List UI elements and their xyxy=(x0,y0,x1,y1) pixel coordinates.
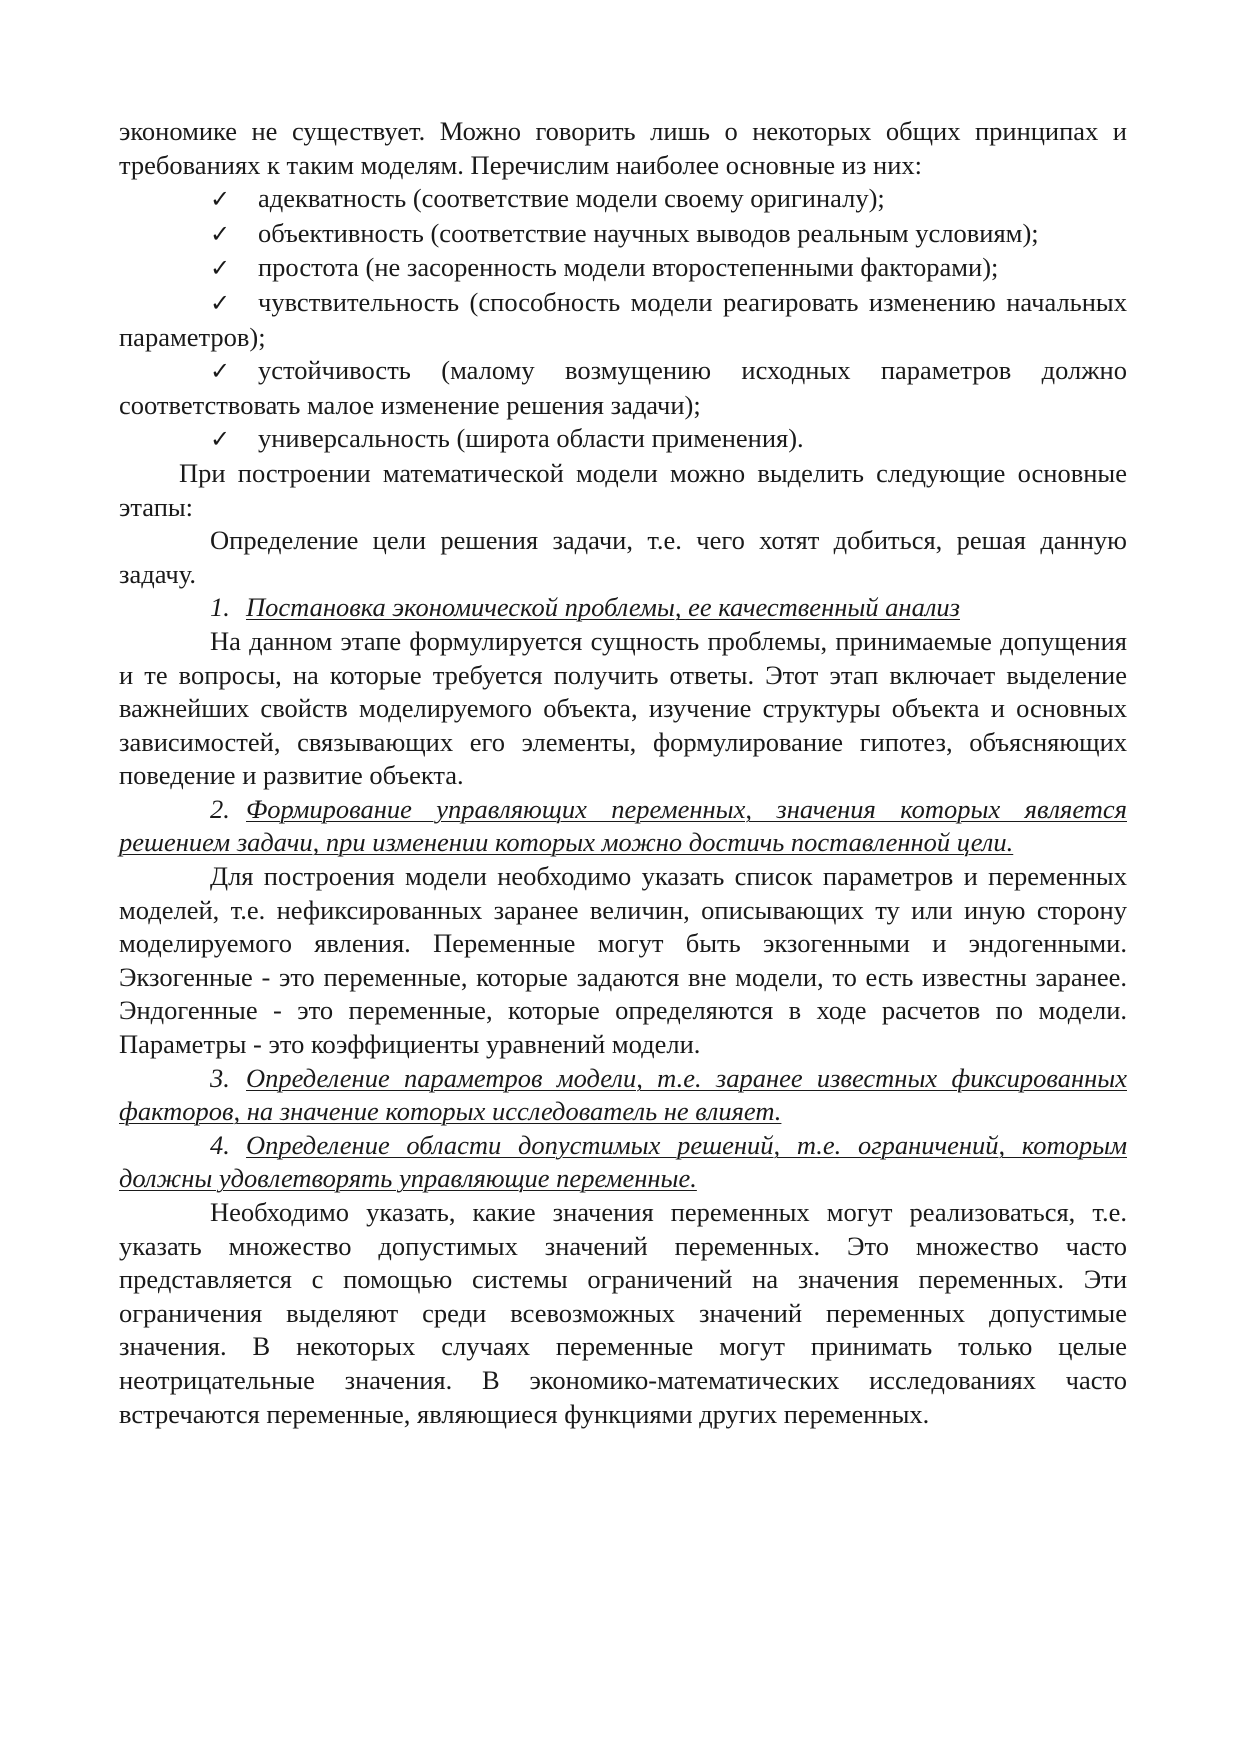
principle-text: объективность (соответствие научных выводов реальным условиям); xyxy=(258,217,1039,248)
stage-number: 2. xyxy=(210,793,230,824)
stage-number: 3. xyxy=(210,1062,230,1093)
stage1-paragraph: На данном этапе формулируется сущность проблемы, принимаемые допущения и те вопросы, на которые требуется получить ответы. Этот этап включает выделение важнейших свойств моделируемого объекта, изучение структуры объекта и основных зависимостей, связывающих его элементы, формулирование гипотез, объясняющих поведение и развитие объекта. xyxy=(119,625,1127,791)
stage-heading xyxy=(119,591,1127,625)
principle-item xyxy=(119,251,1127,286)
stage-title: Формирование управляющих переменных, значения которых является решением задачи, при изменении которых можно достичь поставленной цели. xyxy=(119,793,1127,858)
stage-heading xyxy=(119,1129,1127,1196)
checkmark-icon: ✓ xyxy=(210,254,231,283)
checkmark-icon: ✓ xyxy=(210,185,231,214)
checkmark-icon: ✓ xyxy=(210,219,231,248)
principle-text: устойчивость (малому возмущению исходных параметров должно соответствовать малое изменение решения задачи); xyxy=(119,355,1127,420)
checkmark-icon: ✓ xyxy=(210,357,231,386)
document-page xyxy=(119,115,1127,1431)
principle-item xyxy=(119,354,1127,422)
principle-item xyxy=(119,422,1127,457)
stage-title: Определение области допустимых решений, т.е. ограничений, которым должны удовлетворять управляющие переменные. xyxy=(119,1129,1127,1194)
stage-title: Определение параметров модели, т.е. заранее известных фиксированных факторов, на значение которых исследователь не влияет. xyxy=(119,1062,1127,1127)
principle-text: универсальность (широта области применения). xyxy=(258,423,804,454)
principle-item xyxy=(119,182,1127,217)
stage2-paragraph: Для построения модели необходимо указать список параметров и переменных моделей, т.е. нефиксированных заранее величин, описывающих ту или иную сторону моделируемого явления. Переменные могут быть экзогенными и эндогенными. Экзогенные - это переменные, которые задаются вне модели, то есть известны заранее. Эндогенные - это переменные, которые определяются в ходе расчетов по модели. Параметры - это коэффициенты уравнений модели. xyxy=(119,861,1127,1060)
stages-intro-paragraph: При построении математической модели можно выделить следующие основные этапы: xyxy=(119,457,1127,522)
stage4-paragraph: Необходимо указать, какие значения переменных могут реализоваться, т.е. указать множество допустимых значений переменных. Это множество часто представляется с помощью системы ограничений на значения переменных. Эти ограничения выделяют среди всевозможных значений переменных допустимые значения. В некоторых случаях переменные могут принимать только целые неотрицательные значения. В экономико-математических исследованиях часто встречаются переменные, являющиеся функциями других переменных. xyxy=(119,1197,1127,1429)
principle-item xyxy=(119,286,1127,354)
principle-text: адекватность (соответствие модели своему оригиналу); xyxy=(258,183,885,214)
stage-heading xyxy=(119,1062,1127,1129)
principle-item xyxy=(119,217,1127,252)
checkmark-icon: ✓ xyxy=(210,425,231,454)
goal-paragraph: Определение цели решения задачи, т.е. чего хотят добиться, решая данную задачу. xyxy=(119,525,1127,589)
stage-number: 1. xyxy=(210,592,230,623)
principle-text: чувствительность (способность модели реагировать изменению начальных параметров); xyxy=(119,286,1127,352)
stage-heading xyxy=(119,793,1127,860)
checkmark-icon: ✓ xyxy=(210,288,231,317)
principle-text: простота (не засоренность модели второстепенными факторами); xyxy=(258,252,999,283)
stage-number: 4. xyxy=(210,1129,230,1160)
stage-title: Постановка экономической проблемы, ее качественный анализ xyxy=(246,592,960,623)
intro-paragraph: экономике не существует. Можно говорить лишь о некоторых общих принципах и требованиях к таким моделям. Перечислим наиболее основные из них: xyxy=(119,116,1127,180)
